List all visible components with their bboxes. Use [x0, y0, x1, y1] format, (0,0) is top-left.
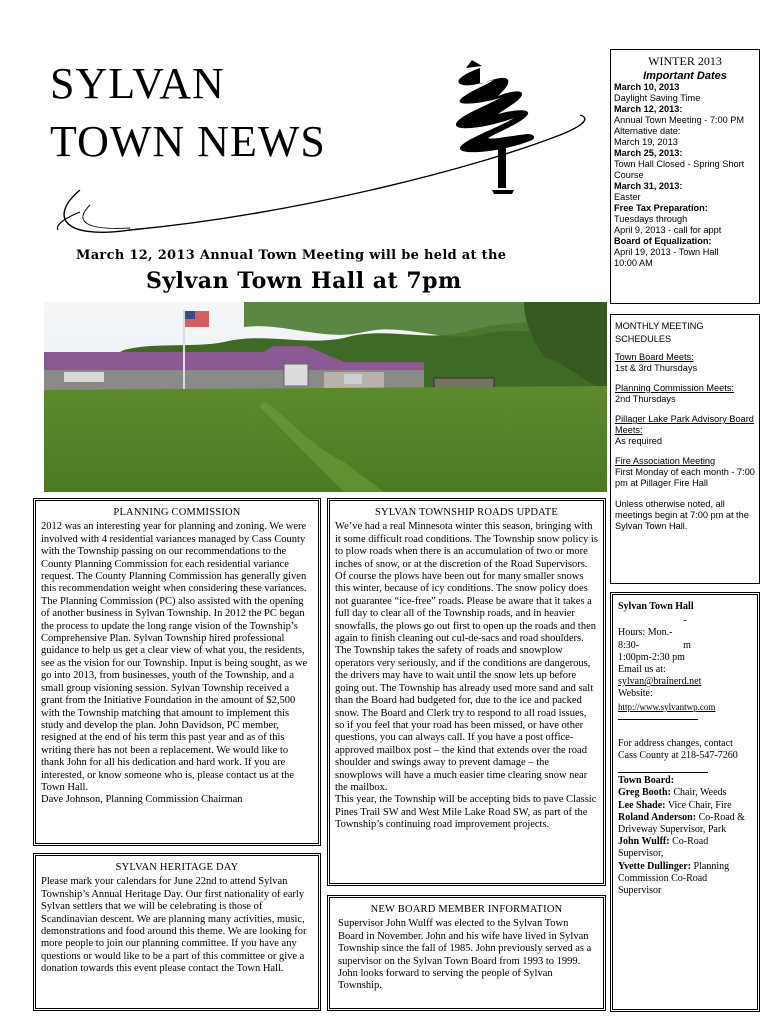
meeting-name: Town Board Meets: [615, 352, 694, 362]
new-board-member-article [327, 895, 606, 1011]
board-member-name: Greg Booth: [618, 787, 671, 799]
divider [618, 719, 698, 720]
monthly-heading: MONTHLY MEETING SCHEDULES [615, 321, 704, 344]
town-hall-info-box [610, 592, 760, 1012]
meeting-name: Planning Commission Meets: [615, 383, 734, 393]
date-entry-text: April 9, 2013 - call for appt [614, 225, 722, 235]
board-member [618, 812, 752, 836]
meeting-name: Fire Association Meeting [615, 456, 716, 466]
planning-commission-article [33, 498, 321, 846]
heritage-body: Please mark your calendars for June 22nd to attend Sylvan Township’s Annual Heritage Day. Our first nationality of early Sylvan settlers that we will be celebrating is those of Scandinavian descent. We are planning many activities, music, demonstrations and food around this theme. We are looking for more people to join our planning committee. If you have any questions or would like to be a part of this committee or give a donation towards this event please contact the Town Hall. [41, 876, 307, 975]
town-board-list [618, 787, 752, 897]
date-entry-label: March 10, 2013 [614, 82, 680, 92]
email-link[interactable]: sylvan@brainerd.net [618, 676, 702, 688]
board-member-role: Vice Chair, Fire [665, 799, 732, 811]
date-entry-text: Annual Town Meeting - 7:00 PM [614, 115, 745, 125]
date-entry-label: Free Tax Preparation: [614, 203, 708, 213]
email-label: Email us at: [618, 664, 666, 676]
important-dates-title: Important Dates [643, 70, 727, 82]
monthly-meetings-box [610, 314, 760, 584]
hours-line-2: 8:30- [618, 639, 640, 651]
website-label: Website: [618, 688, 653, 700]
board-member-name: Lee Shade: [618, 799, 666, 811]
planning-title: PLANNING COMMISSION [113, 507, 241, 518]
board-member-name: John Wulff: [618, 836, 670, 848]
date-entry-text: Town Hall Closed - Spring Short Course [614, 159, 745, 180]
town-hall-dash: - [683, 615, 687, 627]
headline-title: Sylvan Town Hall at 7pm [146, 268, 462, 294]
website-link[interactable]: http://www.sylvantwp.com [618, 701, 716, 712]
hours-line-3: 1:00pm-2:30 pm [618, 651, 685, 663]
important-dates-box [610, 49, 760, 304]
date-entry-text: 10:00 AM [614, 258, 653, 268]
date-entry-text: Easter [614, 192, 641, 202]
board-member-role: Planning Commission Co-Road Supervisor [618, 860, 730, 897]
date-entry-text: Daylight Saving Time [614, 93, 701, 103]
important-dates-list [611, 82, 759, 269]
headline-subtitle: March 12, 2013 Annual Town Meeting will be held at the [76, 248, 507, 263]
date-entry-label: Board of Equalization: [614, 236, 712, 246]
board-member [618, 861, 752, 898]
board-member-name: Roland Anderson: [618, 811, 697, 823]
meeting-when: First Monday of each month - 7:00 pm at Pillager Fire Hall [615, 467, 755, 488]
town-hall-photo [44, 302, 607, 492]
masthead-title-line2: TOWN NEWS [50, 117, 326, 166]
hours-line-1: Hours: Mon.- [618, 627, 673, 639]
planning-body: 2012 was an interesting year for planning and zoning. We were involved with 4 residential variances managed by Cass County with the Township passing on our recommendations to the County Planning Commission for each residential variance request. The County Planning Commission has generally given this recommendation weight when considering these variances. The Planning Commission (PC) also assisted with the opening of another business in Sylvan Township. In 2012 the PC began the process to update the long range vision of the Township’s Comprehensive Plan. Sylvan Township hired professional guidance to help us get a clear view of what you, the residents, see as the vision for our Township. Input is being sought, as we go into 2013, from businesses, youth of the Township, and a small group visioning session. Sylvan Township received a grant from the Initiative Foundation in the amount of $2,500 with the Township matching that amount to implement this study and develop the plan. John Davidson, PC member, resigned at the end of his term this past year and as of this writing there has not been a replacement. We would like to thank John for all his dedication and hard work. If you are interested, or know someone who is, please contact us at the Town Hall. [41, 521, 308, 793]
masthead-title-line1: SYLVAN [50, 59, 225, 108]
season-label: WINTER 2013 [648, 54, 722, 68]
roads-update-article [327, 498, 606, 886]
monthly-list [615, 352, 755, 489]
divider [618, 772, 708, 773]
meeting-when: 1st & 3rd Thursdays [615, 363, 698, 373]
board-member [618, 787, 752, 799]
board-member-role: Co-Road Supervisor, [618, 836, 709, 860]
town-hall-title: Sylvan Town Hall [618, 601, 694, 612]
date-entry-text: Alternative date: [614, 126, 681, 136]
date-entry-text: March 19, 2013 [614, 137, 678, 147]
date-entry-label: March 12, 2013: [614, 104, 683, 114]
roads-body: We’ve had a real Minnesota winter this season, bringing with it some difficult road conditions. The Township snow policy is to plow roads when there is an accumulation of two or more inches of snow, or at the discretion of the Road Supervisors. Of course the plows have been out for many smaller snows this winter, because of icy conditions. The snow policy does not guarantee “ice-free” roads. Please be aware that it takes a full day to clear all of the Township roads, and in heavier snowfalls, the plows go out first to open up the roads and then again to finish cleaning out cul-de-sacs and road shoulders. The Township takes the safety of roads and snowplow operators very seriously, and if the conditions are dangerous, the drivers may have to wait until the snow lets up before going out. The Township has already used more sand and salt than the Board had budgeted for, due to the ice and packed snow. The Board and Clerk try to respond to all road issues, so if you feel that your road has been missed, or have other questions, you can always call. If you have a post office-approved mailbox post – the kind that extends over the road shoulder and swings away to prevent damage – the snowplows will have a much easier time clearing snow near the mailbox. [335, 521, 598, 793]
tree-swoosh-logo [40, 40, 610, 240]
date-entry-text: Tuesdays through [614, 214, 688, 224]
board-member-body: Supervisor John Wulff was elected to the Sylvan Town Board in November. John and his wife have lived in Sylvan Township since the fall of 1985. John previously served as a supervisor on the Sylvan Town Board from 1993 to 1999. John looks forward to serving the people of Sylvan Township. [338, 918, 592, 992]
roads-body-2: This year, the Township will be accepting bids to pave Classic Pines Trail SW and West Mile Lake Road SW, as part of the Township’s continuing road improvement projects. [335, 794, 597, 831]
address-note: For address changes, contact Cass County at 218-547-7260 [618, 737, 738, 762]
town-board-title: Town Board: [618, 775, 675, 787]
board-member-role: Co-Road & Driveway Supervisor, Park [618, 811, 745, 836]
date-entry-label: March 31, 2013: [614, 181, 683, 191]
meeting-name: Pillager Lake Park Advisory Board Meets: [615, 414, 754, 435]
board-member-title: NEW BOARD MEMBER INFORMATION [370, 904, 563, 915]
meeting-when: 2nd Thursdays [615, 394, 676, 404]
date-entry-text: April 19, 2013 - Town Hall [614, 247, 719, 257]
board-member [618, 800, 752, 812]
board-member [618, 836, 752, 860]
roads-title: SYLVAN TOWNSHIP ROADS UPDATE [374, 507, 559, 518]
meetings-note: Unless otherwise noted, all meetings begin at 7:00 pm at the Sylvan Town Hall. [615, 499, 749, 531]
heritage-title: SYLVAN HERITAGE DAY [115, 862, 239, 873]
heritage-day-article [33, 853, 321, 1011]
hours-line-2b: m [683, 639, 691, 651]
date-entry-label: March 25, 2013: [614, 148, 683, 158]
planning-signature: Dave Johnson, Planning Commission Chairman [41, 794, 243, 806]
meeting-when: As required [615, 436, 662, 446]
board-member-name: Yvette Dullinger: [618, 860, 692, 872]
board-member-role: Chair, Weeds [670, 787, 727, 799]
